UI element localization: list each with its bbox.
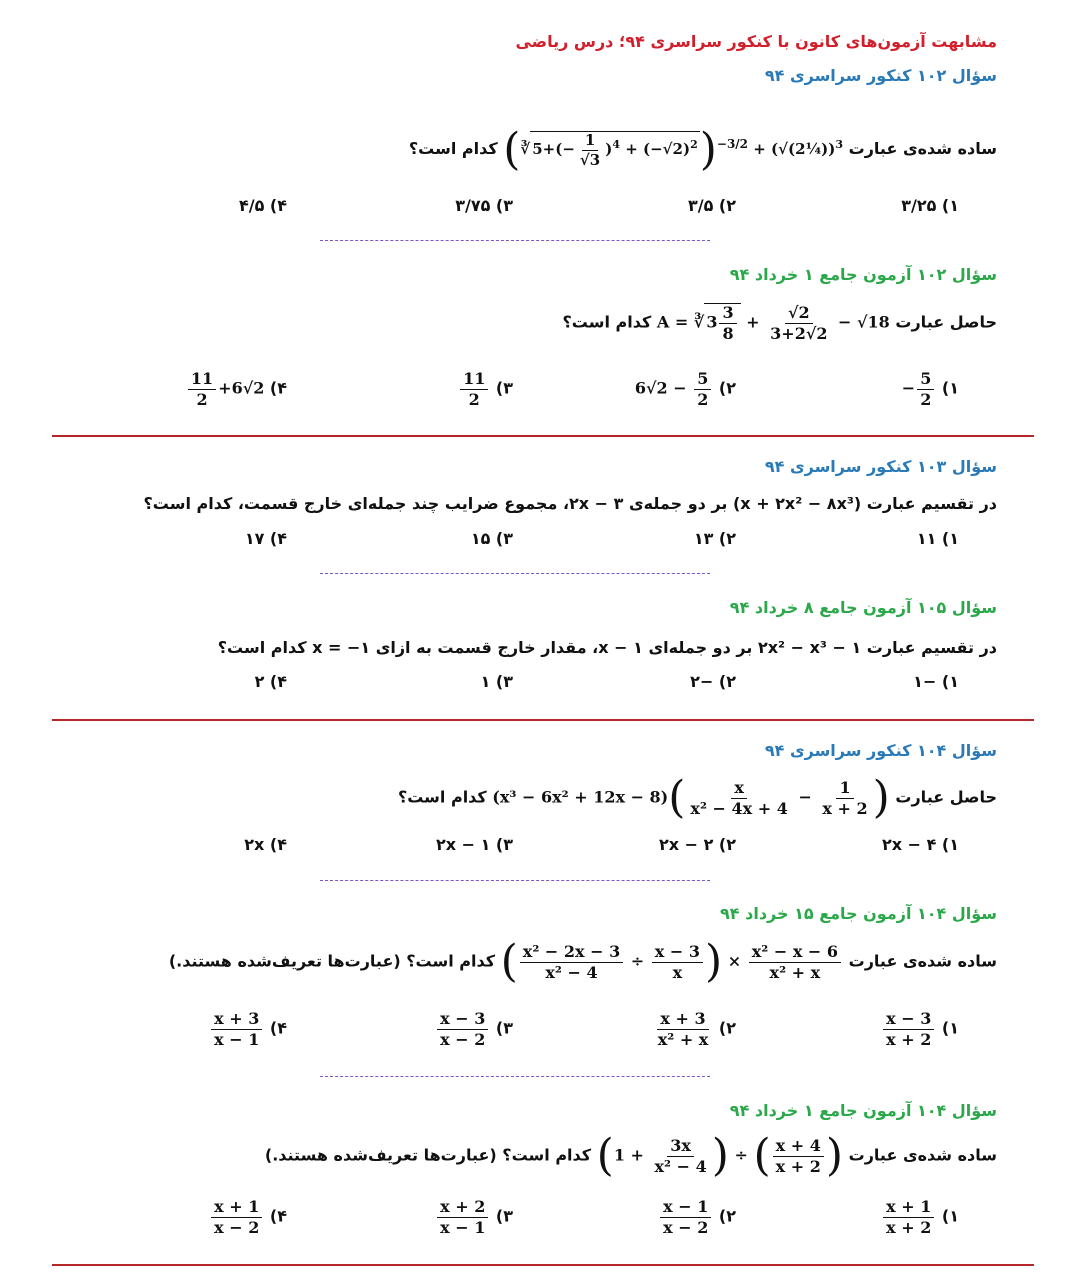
question-6-title: سؤال ۱۰۴ آزمون جامع ۱۵ خرداد ۹۴ — [720, 904, 997, 923]
question-7-prefix: ساده شده‌ی عبارت — [848, 1145, 997, 1165]
question-7-expression: (1 + $\frac{3x}{\text{x² − 4}}$ ) ÷ ( $\frac{x + 4}{x + 2}$ ) — [596, 1130, 844, 1181]
question-2-option-1[interactable]: ۱) − $\frac{5}{2}$ — [901, 369, 959, 409]
question-6-option-3[interactable]: ۳) $\frac{x - 3}{x - 2}$ — [435, 1010, 513, 1048]
question-2-option-4[interactable]: ۴) $\frac{11}{2}$ +6√2 — [186, 370, 287, 408]
question-3-option-2[interactable]: ۲) ۱۳ — [693, 529, 736, 548]
question-5-option-4[interactable]: ۴) ۲x — [244, 835, 287, 854]
question-3-text: در تقسیم عبارت (x + ۲x² − ۸x³) بر دو جمله‌ی ۲x − ۳، مجموع ضرایب چند جمله‌ای خارج قسمت، کدام است؟ — [143, 494, 997, 513]
question-1-option-4[interactable]: ۴) ۴/۵ — [238, 196, 287, 215]
question-4-text: در تقسیم عبارت ۲x² − x³ − ۱ بر دو جمله‌ای x − ۱، مقدار خارج قسمت به ازای x = −۱ کدام است؟ — [217, 638, 997, 657]
question-5-prefix: حاصل عبارت — [895, 787, 997, 807]
question-6-prefix: ساده شده‌ی عبارت — [848, 951, 997, 971]
question-7-option-1[interactable]: ۱) $\frac{x + 1}{x + 2}$ — [881, 1198, 959, 1236]
question-1-option-3[interactable]: ۳) ۳/۷۵ — [455, 196, 513, 215]
question-4-option-4[interactable]: ۴) ۲ — [254, 672, 287, 691]
question-5-option-3[interactable]: ۳) ۲x − ۱ — [435, 835, 513, 854]
question-1-expression: (∛ 5+(− $\frac{1}{√3}$ )$^4 + (-√2)^2)^{-3/2}$ + (√(2¼))$^3$ — [503, 124, 844, 175]
question-4-option-2[interactable]: ۲) −۲ — [690, 672, 736, 691]
question-4-option-1[interactable]: ۱) −۱ — [913, 672, 959, 691]
question-6-option-2[interactable]: ۲) $\frac{x + 3}{\text{x² + x}}$ — [657, 1009, 736, 1049]
question-3-option-1[interactable]: ۱) ۱۱ — [916, 529, 959, 548]
question-1-prefix: ساده شده‌ی عبارت — [848, 139, 997, 158]
separator-dashed — [320, 573, 710, 574]
question-5-option-2[interactable]: ۲) ۲x − ۲ — [658, 835, 736, 854]
question-7-option-4[interactable]: ۴) $\frac{x + 1}{x - 2}$ — [209, 1198, 287, 1236]
separator-dashed — [320, 1076, 710, 1077]
question-6-option-1[interactable]: ۱) $\frac{x - 3}{x + 2}$ — [881, 1010, 959, 1048]
question-2-suffix: کدام است؟ — [562, 312, 652, 332]
question-2-text — [563, 303, 998, 342]
question-5-expression: (x³ − 6x² + 12x − 8)( $\frac{x}{\text{x² − 4x + 4}}$ − $\frac{1}{x + 2}$ ) — [492, 772, 890, 823]
question-7-title: سؤال ۱۰۴ آزمون جامع ۱ خرداد ۹۴ — [729, 1101, 997, 1120]
question-6-text — [168, 936, 997, 987]
question-6-option-4[interactable]: ۴) $\frac{x + 3}{x - 1}$ — [209, 1010, 287, 1048]
question-2-option-2[interactable]: ۲) 6√2 − $\frac{5}{2}$ — [634, 369, 736, 409]
section-divider — [52, 1264, 1034, 1266]
question-5-text — [397, 772, 997, 823]
question-7-option-3[interactable]: ۳) $\frac{x + 2}{x - 1}$ — [435, 1198, 513, 1236]
question-2-option-3[interactable]: ۳) $\frac{11}{2}$ — [458, 370, 513, 408]
question-6-expression: ( $\frac{\text{x² − 2x − 3}}{\text{x² − 4}}$ ÷ $\frac{x - 3}{x}$ ) × $\frac{\text{x² − x − 6}}{\text{x² + x}}$ — [501, 940, 843, 984]
question-1-title: سؤال ۱۰۲ کنکور سراسری ۹۴ — [764, 66, 997, 85]
separator-dashed — [320, 240, 710, 241]
question-2-expression: A = ∛ 3 $\frac{3}{8}$ + $\frac{√2}{3+2√2}$ − √18 — [656, 303, 890, 343]
question-7-text — [264, 1130, 997, 1181]
section-divider — [52, 435, 1034, 437]
question-5-suffix: کدام است؟ — [397, 787, 487, 807]
question-2-title: سؤال ۱۰۲ آزمون جامع ۱ خرداد ۹۴ — [729, 265, 997, 284]
question-5-option-1[interactable]: ۱) ۲x − ۴ — [881, 835, 959, 854]
question-3-option-4[interactable]: ۴) ۱۷ — [244, 529, 287, 548]
question-4-option-3[interactable]: ۳) ۱ — [480, 672, 513, 691]
question-3-option-3[interactable]: ۳) ۱۵ — [470, 529, 513, 548]
question-1-suffix: کدام است؟ — [408, 139, 498, 158]
section-divider — [52, 719, 1034, 721]
question-6-suffix: کدام است؟ (عبارت‌ها تعریف‌شده هستند.) — [168, 951, 496, 971]
question-3-title: سؤال ۱۰۳ کنکور سراسری ۹۴ — [764, 457, 997, 476]
question-5-title: سؤال ۱۰۴ کنکور سراسری ۹۴ — [764, 741, 997, 760]
question-4-title: سؤال ۱۰۵ آزمون جامع ۸ خرداد ۹۴ — [729, 598, 997, 617]
question-1-option-2[interactable]: ۲) ۳/۵ — [687, 196, 736, 215]
page-header: مشابهت آزمون‌های کانون با کنکور سراسری ۹۴؛ درس ریاضی — [515, 32, 997, 51]
question-1-option-1[interactable]: ۱) ۳/۲۵ — [901, 196, 959, 215]
question-2-prefix: حاصل عبارت — [895, 312, 997, 332]
separator-dashed — [320, 880, 710, 881]
question-1-text — [408, 124, 997, 175]
question-7-option-2[interactable]: ۲) $\frac{x - 1}{x - 2}$ — [658, 1198, 736, 1236]
question-7-suffix: کدام است؟ (عبارت‌ها تعریف‌شده هستند.) — [264, 1145, 592, 1165]
